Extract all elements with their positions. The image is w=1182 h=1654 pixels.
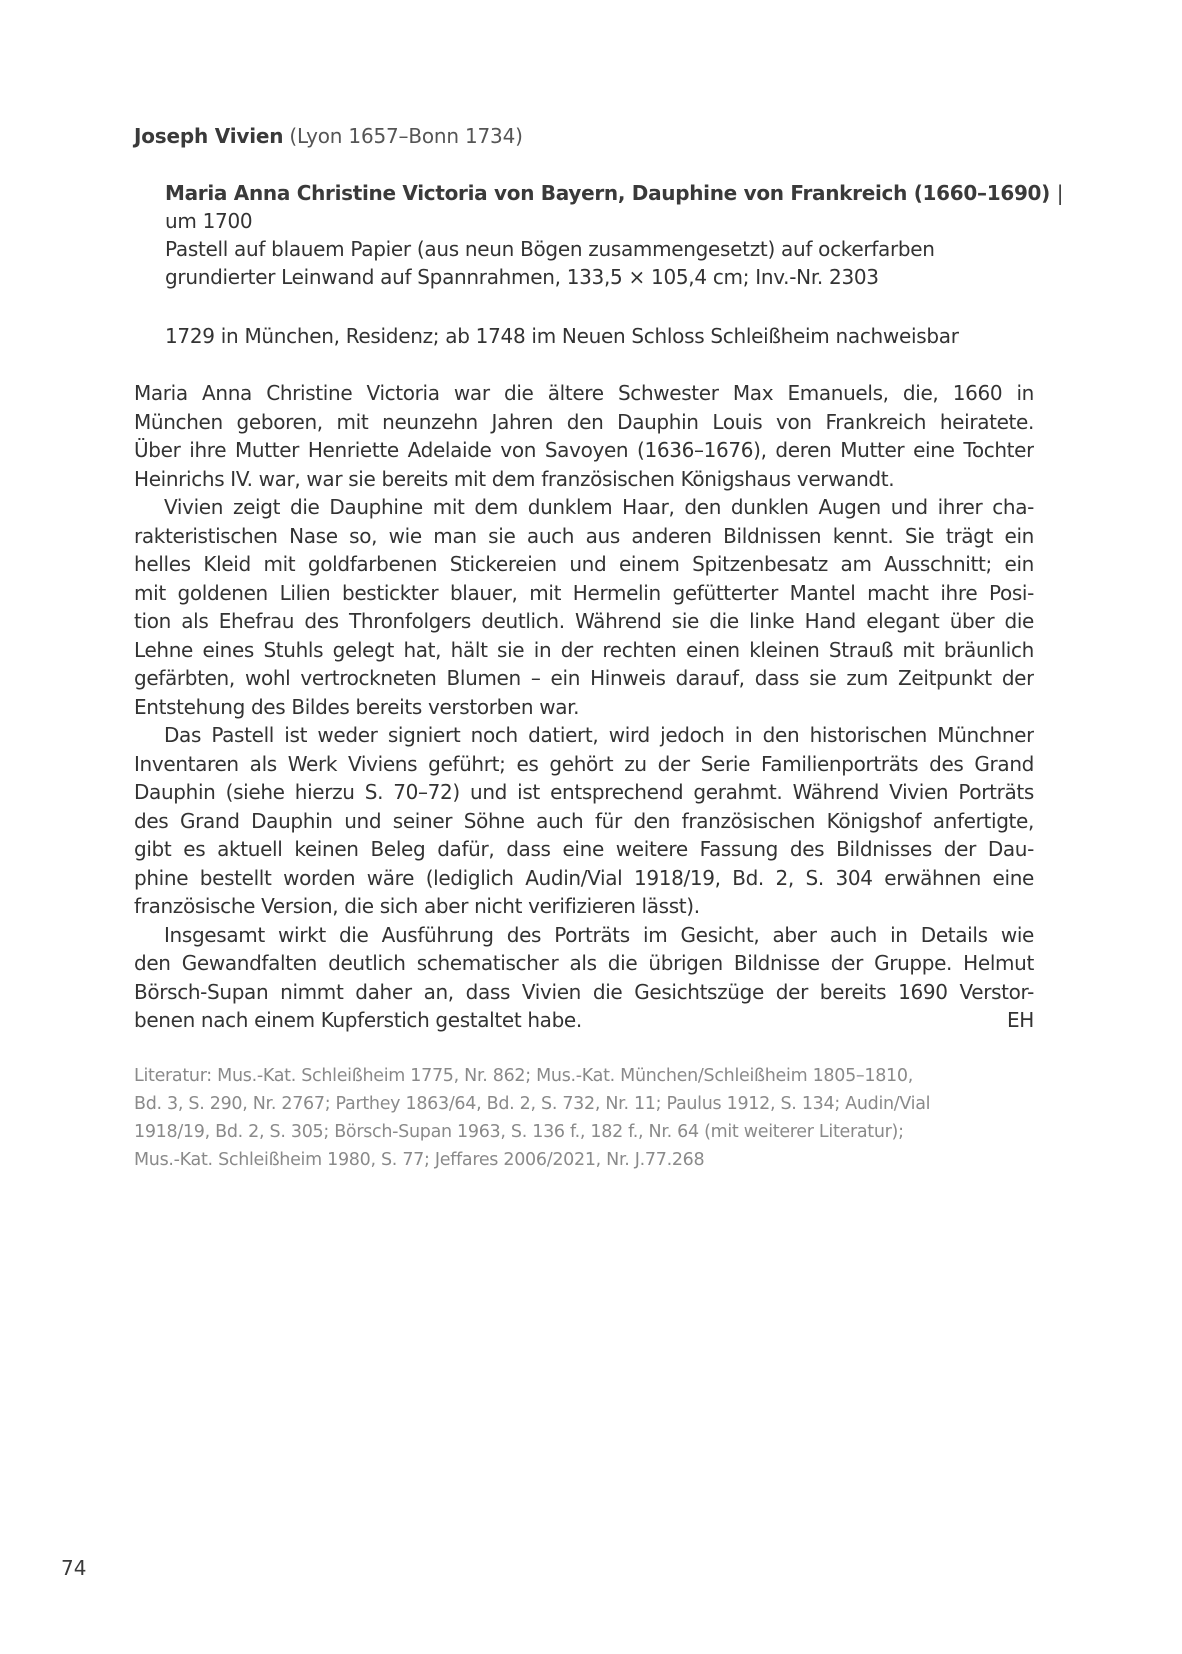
body-line: phine bestellt worden wäre (lediglich Audin/Vial 1918/19, Bd. 2, S. 304 erwähnen eine <box>134 865 1034 890</box>
body-text <box>134 379 1034 1035</box>
body-line: Das Pastell ist weder signiert noch datiert, wird jedoch in den historischen Münchner <box>164 723 1034 747</box>
artwork-title-line <box>165 179 1064 207</box>
body-line: München geboren, mit neunzehn Jahren den Dauphin Louis von Frankreich heiratete. <box>134 409 1034 434</box>
literature-references <box>134 1062 1034 1174</box>
literature-line: 1918/19, Bd. 2, S. 305; Börsch-Supan 1963, S. 136 f., 182 f., Nr. 64 (mit weiterer Literatur); <box>134 1122 904 1142</box>
body-line: gefärbten, wohl vertrockneten Blumen – ein Hinweis darauf, dass sie zum Zeitpunkt der <box>134 666 1034 690</box>
body-line: helles Kleid mit goldfarbenen Stickereien und einem Spitzenbesatz am Ausschnitt; ein <box>134 552 1034 576</box>
artwork-title: Maria Anna Christine Victoria von Bayern, Dauphine von Frankreich (1660–1690) <box>165 181 1051 205</box>
body-line: Heinrichs IV. war, war sie bereits mit dem französischen Königshaus verwandt. <box>134 466 895 491</box>
literature-line: Mus.-Kat. Schleißheim 1980, S. 77; Jeffares 2006/2021, Nr. J.77.268 <box>134 1150 705 1170</box>
body-line: tion als Ehefrau des Thronfolgers deutlich. Während sie die linke Hand elegant über die <box>134 609 1034 633</box>
artwork-medium-line-2: grundierter Leinwand auf Spannrahmen, 133,5 × 105,4 cm; Inv.-Nr. 2303 <box>165 265 879 289</box>
body-line-signed <box>134 1006 1034 1035</box>
title-separator: | <box>1056 181 1064 205</box>
literature-line: Bd. 3, S. 290, Nr. 2767; Parthey 1863/64, Bd. 2, S. 732, Nr. 11; Paulus 1912, S. 134; Audin/Vial <box>134 1094 931 1114</box>
body-line: rakteristischen Nase so, wie man sie auch aus anderen Bildnissen kennt. Sie trägt ein <box>134 523 1034 548</box>
catalog-entry <box>165 179 1064 291</box>
artist-name: Joseph Vivien <box>134 124 284 148</box>
body-line: Entstehung des Bildes bereits verstorben war. <box>134 694 580 719</box>
body-line: Maria Anna Christine Victoria war die ältere Schwester Max Emanuels, die, 1660 in <box>134 381 1034 405</box>
body-line: Über ihre Mutter Henriette Adelaide von Savoyen (1636–1676), deren Mutter eine Tochter <box>134 438 1034 462</box>
body-line: französische Version, die sich aber nicht verifizieren lässt). <box>134 894 700 918</box>
body-line: Insgesamt wirkt die Ausführung des Porträts im Gesicht, aber auch in Details wie <box>164 922 1034 947</box>
artwork-date: um 1700 <box>165 209 253 233</box>
body-line: des Grand Dauphin und seiner Söhne auch für den französischen Königshof anfertigte, <box>134 808 1034 833</box>
body-line: benen nach einem Kupferstich gestaltet habe. <box>134 1008 582 1032</box>
provenance: 1729 in München, Residenz; ab 1748 im Neuen Schloss Schleißheim nachweisbar <box>165 324 959 348</box>
body-line: Vivien zeigt die Dauphine mit dem dunklem Haar, den dunklen Augen und ihrer cha- <box>164 495 1034 519</box>
literature-line: Literatur: Mus.-Kat. Schleißheim 1775, Nr. 862; Mus.-Kat. München/Schleißheim 1805–1810, <box>134 1066 913 1086</box>
author-initials: EH <box>1007 1008 1034 1032</box>
body-line: gibt es aktuell keinen Beleg dafür, dass eine weitere Fassung des Bildnisses der Dau- <box>134 837 1034 861</box>
body-line: Inventaren als Werk Viviens geführt; es gehört zu der Serie Familienporträts des Grand <box>134 751 1034 776</box>
artist-dates: (Lyon 1657–Bonn 1734) <box>289 124 523 148</box>
body-line: Lehne eines Stuhls gelegt hat, hält sie in der rechten einen kleinen Strauß mit bräunlich <box>134 637 1034 662</box>
body-line: Börsch-Supan nimmt daher an, dass Vivien die Gesichtszüge der bereits 1690 Verstor- <box>134 979 1034 1004</box>
page-number: 74 <box>61 1556 87 1580</box>
artwork-medium-line-1: Pastell auf blauem Papier (aus neun Bögen zusammengesetzt) auf ockerfarben <box>165 237 935 261</box>
body-line: mit goldenen Lilien bestickter blauer, mit Hermelin gefütterter Mantel macht ihre Posi- <box>134 580 1034 605</box>
body-line: Dauphin (siehe hierzu S. 70–72) und ist entsprechend gerahmt. Während Vivien Porträts <box>134 780 1034 804</box>
artist-heading <box>134 122 523 150</box>
body-line: den Gewandfalten deutlich schematischer als die übrigen Bildnisse der Gruppe. Helmut <box>134 951 1034 975</box>
